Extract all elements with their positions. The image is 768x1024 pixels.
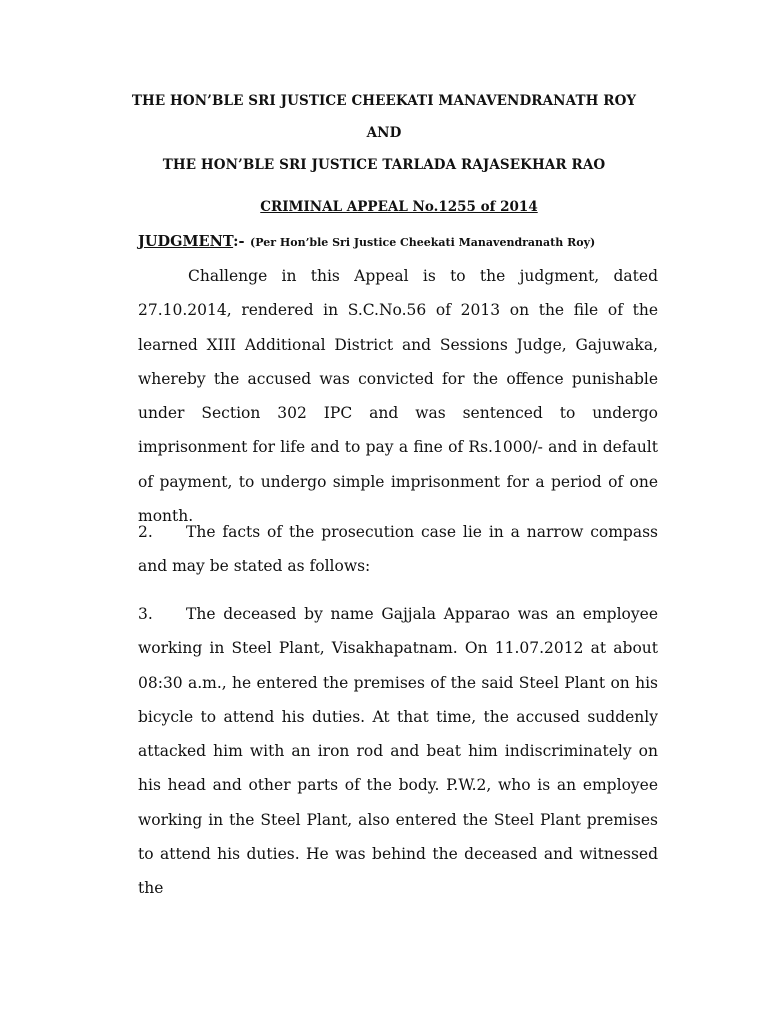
judgment-author: (Per Hon’ble Sri Justice Cheekati Manavendranath Roy) [250, 236, 596, 249]
bench-judge-1: THE HON’BLE SRI JUSTICE CHEEKATI MANAVENDRANATH ROY [131, 93, 637, 109]
paragraph-number: 3. [138, 605, 153, 623]
bench-and: AND [366, 125, 402, 141]
paragraph-text: Challenge in this Appeal is to the judgment, dated 27.10.2014, rendered in S.C.No.56 of 2013 on the file of the learned XIII Additional District and Sessions Judge, Gajuwaka, whereby the accused was convicted for the offence punishable under Section 302 IPC and was sentenced to undergo imprisonment for life and to pay a fine of Rs.1000/- and in default of payment, to undergo simple imprisonment for a period of one month. [138, 267, 658, 526]
paragraph-3 [138, 597, 658, 906]
paragraph-2 [138, 515, 658, 584]
judgment-heading [138, 231, 595, 250]
paragraph-text: The facts of the prosecution case lie in a narrow compass and may be stated as follows: [138, 523, 658, 576]
judgment-label: JUDGMENT [138, 233, 234, 250]
paragraph-1 [138, 259, 658, 533]
paragraph-number: 2. [138, 523, 153, 541]
paragraph-text: The deceased by name Gajjala Apparao was an employee working in Steel Plant, Visakhapatnam. On 11.07.2012 at about 08:30 a.m., he entered the premises of the said Steel Plant on his bicycle to attend his duties. At that time, the accused suddenly attacked him with an iron rod and beat him indiscriminately on his head and other parts of the body. P.W.2, who is an employee working in the Steel Plant, also entered the Steel Plant premises to attend his duties. He was behind the deceased and witnessed the [138, 605, 658, 898]
bench-judge-2: THE HON’BLE SRI JUSTICE TARLADA RAJASEKHAR RAO [162, 157, 606, 173]
judgment-separator: :- [233, 233, 245, 250]
case-number: CRIMINAL APPEAL No.1255 of 2014 [260, 199, 538, 215]
